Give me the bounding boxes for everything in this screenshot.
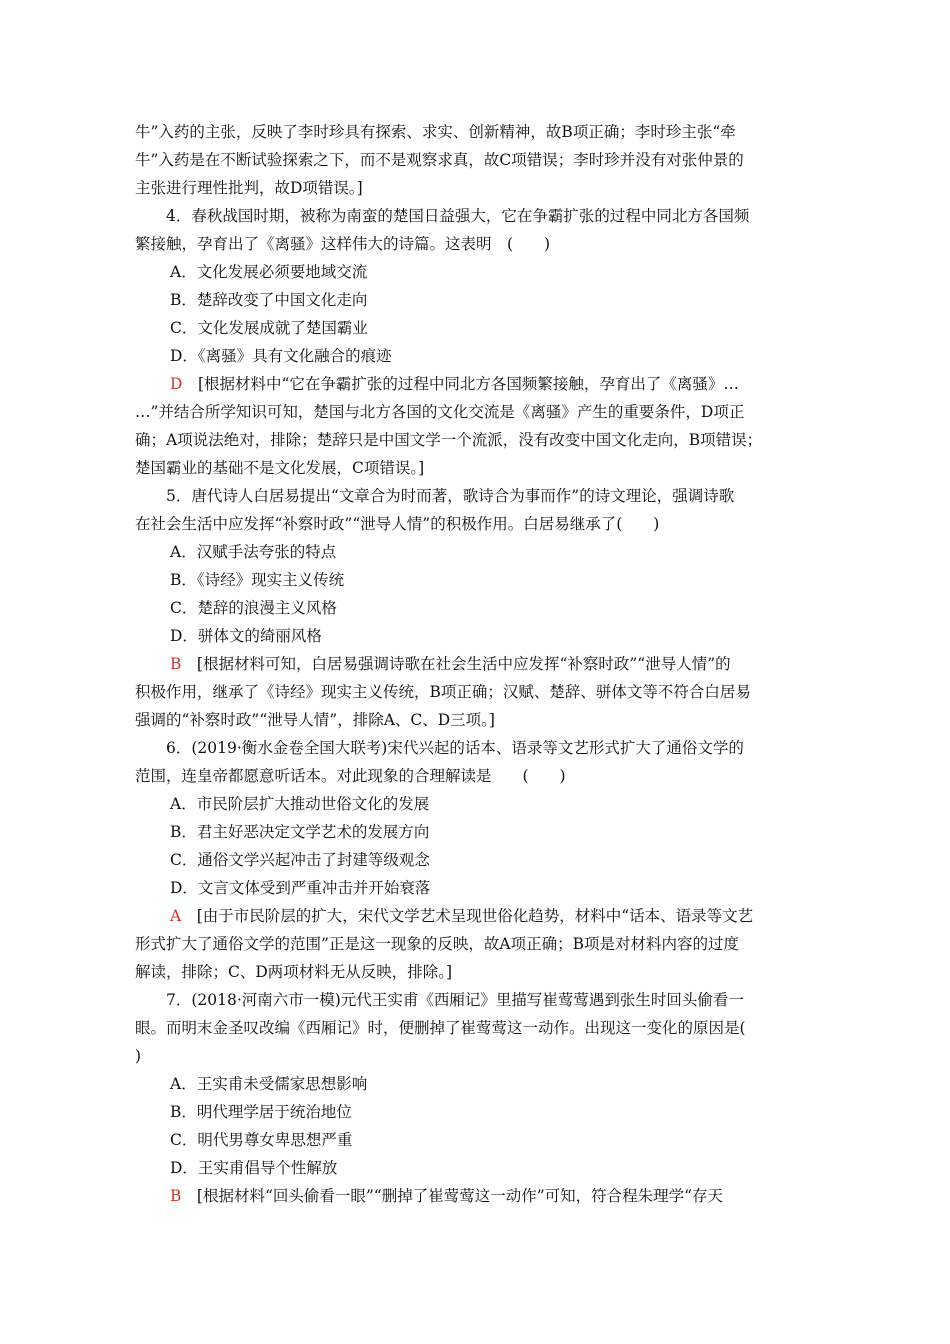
question-stem: 7．(2018·河南六市一模)元代王实甫《西厢记》里描写崔莺莺遇到张生时回头偷看一 — [166, 991, 744, 1009]
explanation-text: 解读，排除；C、D两项材料无从反映，排除。] — [135, 963, 453, 981]
question-4 — [135, 202, 820, 482]
answer-letter: D — [170, 375, 183, 393]
question-stem: 繁接触，孕育出了《离骚》这样伟大的诗篇。这表明 ( ) — [135, 235, 551, 253]
option-c: C．楚辞的浪漫主义风格 — [170, 599, 337, 617]
option-b: B．楚辞改变了中国文化走向 — [170, 291, 368, 309]
text-line: 牛”入药的主张，反映了李时珍具有探索、求实、创新精神，故B项正确；李时珍主张“牵 — [135, 123, 736, 141]
option-d: D．《离骚》具有文化融合的痕迹 — [170, 347, 392, 365]
question-stem: ) — [135, 1047, 142, 1065]
question-stem: 4．春秋战国时期，被称为南蛮的楚国日益强大，它在争霸扩张的过程中同北方各国频 — [166, 207, 750, 225]
question-5 — [135, 482, 820, 734]
answer-letter: B — [170, 1187, 182, 1205]
answer-letter: B — [170, 655, 182, 673]
explanation-text: [根据材料“回头偷看一眼”“删掉了崔莺莺这一动作”可知，符合程朱理学“存天 — [181, 1187, 724, 1205]
option-a: A．文化发展必须要地域交流 — [170, 263, 368, 281]
question-7 — [135, 986, 820, 1210]
answer-letter: A — [170, 907, 182, 925]
option-c: C．明代男尊女卑思想严重 — [170, 1131, 353, 1149]
question-stem: 范围，连皇帝都愿意听话本。对此现象的合理解读是 ( ) — [135, 767, 566, 785]
option-d: D．骈体文的绮丽风格 — [170, 627, 322, 645]
explanation-text: [由于市民阶层的扩大，宋代文学艺术呈现世俗化趋势，材料中“话本、语录等文艺 — [181, 907, 754, 925]
text-line: 牛”入药是在不断试验探索之下，而不是观察求真，故C项错误；李时珍并没有对张仲景的 — [135, 151, 744, 169]
question-stem: 眼。而明末金圣叹改编《西厢记》时，便删掉了崔莺莺这一动作。出现这一变化的原因是( — [135, 1019, 746, 1037]
explanation-text: 确；A项说法绝对，排除；楚辞只是中国文学一个流派，没有改变中国文化走向，B项错误； — [135, 431, 763, 449]
option-d: D．王实甫倡导个性解放 — [170, 1159, 338, 1177]
explanation-text: 形式扩大了通俗文学的范围”正是这一现象的反映，故A项正确；B项是对材料内容的过度 — [135, 935, 740, 953]
explanation-text: [根据材料可知，白居易强调诗歌在社会生活中应发挥“补察时政”“泄导人情”的 — [181, 655, 731, 673]
explanation-text: [根据材料中“它在争霸扩张的过程中同北方各国频繁接触，孕育出了《离骚》… — [182, 375, 739, 393]
explanation-text: …”并结合所学知识可知，楚国与北方各国的文化交流是《离骚》产生的重要条件，D项正 — [135, 403, 745, 421]
question-6 — [135, 734, 820, 986]
explanation-text: 强调的“补察时政”“泄导人情”，排除A、C、D三项。] — [135, 711, 495, 729]
explanation-text: 积极作用，继承了《诗经》现实主义传统，B项正确；汉赋、楚辞、骈体文等不符合白居易 — [135, 683, 751, 701]
option-d: D．文言文体受到严重冲击并开始衰落 — [170, 879, 431, 897]
answer-explanation — [135, 370, 820, 482]
option-b: B．君主好恶决定文学艺术的发展方向 — [170, 823, 430, 841]
option-a: A．汉赋手法夸张的特点 — [170, 543, 337, 561]
option-c: C．文化发展成就了楚国霸业 — [170, 319, 368, 337]
answer-explanation — [135, 902, 820, 986]
continuation-paragraph — [135, 118, 820, 202]
option-c: C．通俗文学兴起冲击了封建等级观念 — [170, 851, 430, 869]
option-b: B．明代理学居于统治地位 — [170, 1103, 352, 1121]
question-stem: 在社会生活中应发挥“补察时政”“泄导人情”的积极作用。白居易继承了( ) — [135, 515, 660, 533]
answer-explanation — [135, 650, 820, 734]
option-a: A．市民阶层扩大推动世俗文化的发展 — [170, 795, 430, 813]
text-line: 主张进行理性批判，故D项错误。] — [135, 179, 363, 197]
answer-explanation — [135, 1182, 820, 1210]
option-a: A．王实甫未受儒家思想影响 — [170, 1075, 368, 1093]
question-stem: 6．(2019·衡水金卷全国大联考)宋代兴起的话本、语录等文艺形式扩大了通俗文学的 — [166, 739, 744, 757]
option-b: B．《诗经》现实主义传统 — [170, 571, 345, 589]
question-stem: 5．唐代诗人白居易提出“文章合为时而著，歌诗合为事而作”的诗文理论，强调诗歌 — [166, 487, 735, 505]
explanation-text: 楚国霸业的基础不是文化发展，C项错误。] — [135, 459, 425, 477]
